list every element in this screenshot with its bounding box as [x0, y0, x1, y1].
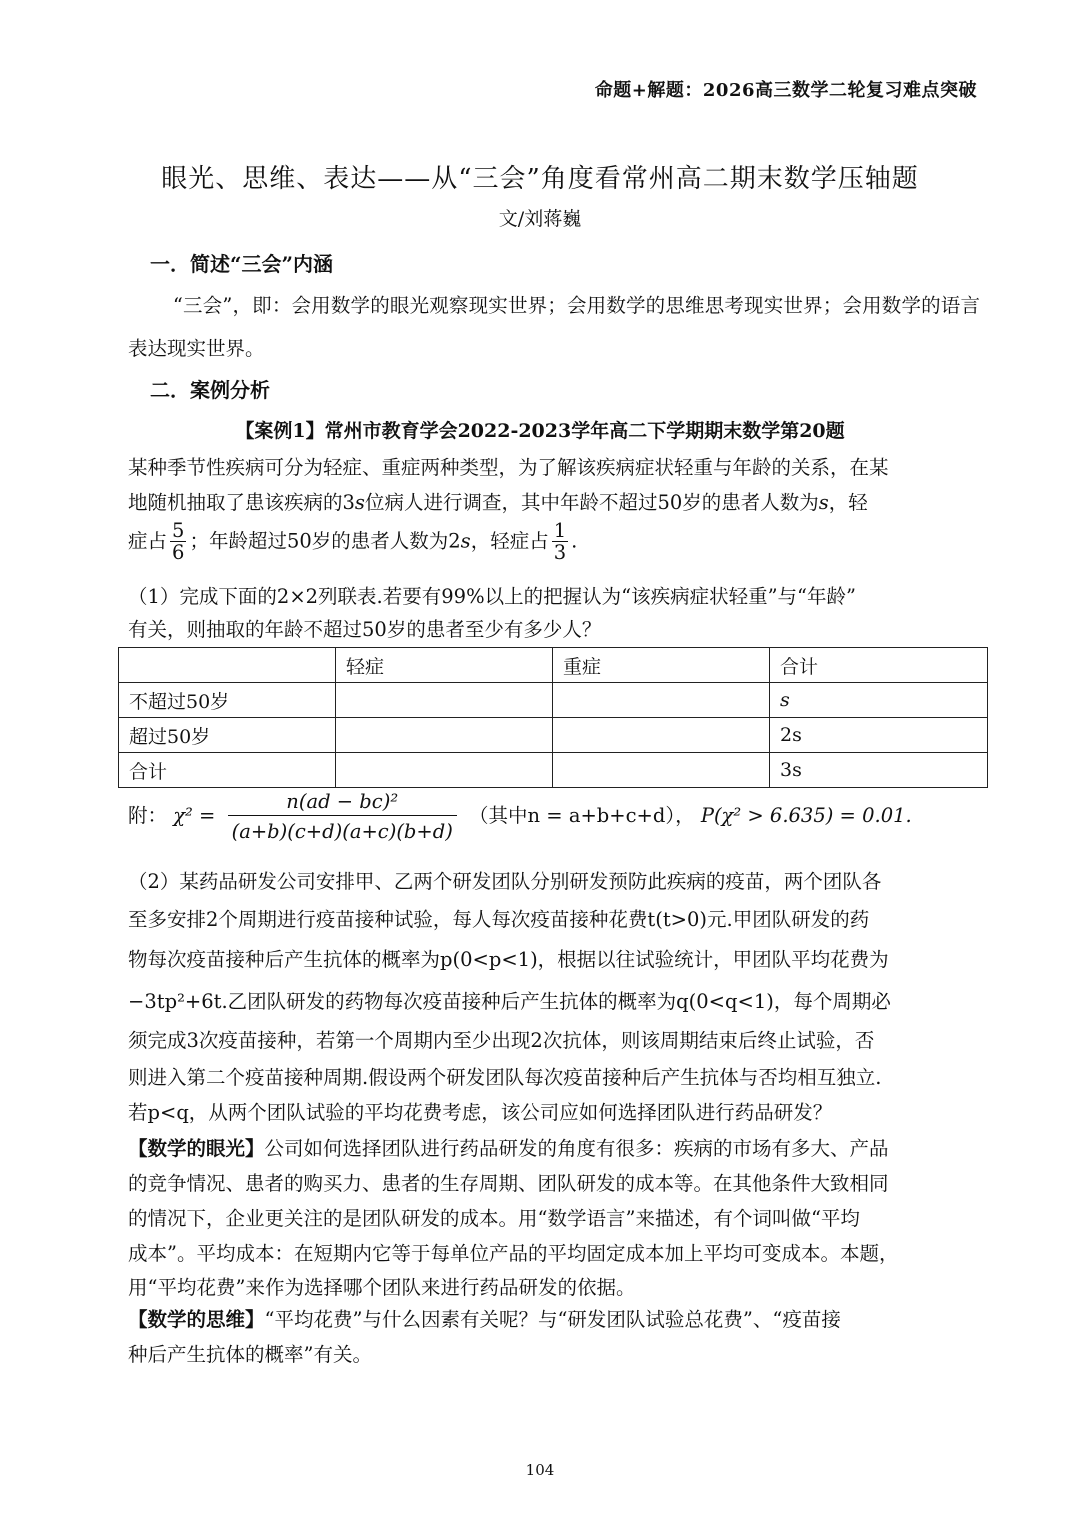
math-vision-line-3: 的情况下，企业更关注的是团队研发的成本。用“数学语言”来描述，有个词叫做“平均: [128, 1207, 860, 1230]
contingency-table: [118, 647, 988, 788]
case-intro-line-3: 症占 $\frac{5}{6}$ ；年龄超过50岁的患者人数为2s，轻症占 $\frac{1}{3}$ .: [128, 519, 578, 565]
table-cell: 3s: [770, 753, 988, 788]
chi-square-formula: 附： χ² = $\frac{\text{n(ad − bc)²}}{(a+b)(c+d)(a+c)(b+d)}$ （其中n = a+b+c+d）， P(χ² > 6.635) = 0.01.: [128, 790, 912, 843]
fraction-five-sixths: $\frac{5}{6}$: [172, 519, 185, 565]
math-vision-label: 【数学的眼光】: [128, 1137, 265, 1160]
table-cell: [119, 648, 336, 683]
case-intro-line-2: 地随机抽取了患该疾病的3s位病人进行调查，其中年龄不超过50岁的患者人数为s，轻: [128, 491, 868, 514]
question-2-line-5: 须完成3次疫苗接种，若第一个周期内至少出现2次抗体，则该周期结束后终止试验，否: [128, 1029, 875, 1052]
table-cell: 轻症: [336, 648, 553, 683]
table-cell: 合计: [119, 753, 336, 788]
fraction-one-third: $\frac{1}{3}$: [553, 519, 567, 565]
math-thinking-line-1: 【数学的思维】“平均花费”与什么因素有关呢？与“研发团队试验总花费”、“疫苗接: [128, 1308, 841, 1331]
section-heading-1: 一．简述“三会”内涵: [150, 252, 334, 276]
table-cell: [553, 718, 770, 753]
table-cell: 不超过50岁: [119, 683, 336, 718]
table-row: [119, 683, 988, 718]
math-thinking-line-2: 种后产生抗体的概率”有关。: [128, 1343, 372, 1366]
table-header-row: [119, 648, 988, 683]
question-1-line-2: 有关，则抽取的年龄不超过50岁的患者至少有多少人？: [128, 618, 602, 641]
running-header: 命题+解题：2026高三数学二轮复习难点突破: [594, 80, 977, 101]
question-2-line-1: （2）某药品研发公司安排甲、乙两个研发团队分别研发预防此疾病的疫苗，两个团队各: [128, 870, 882, 893]
math-vision-line-2: 的竞争情况、患者的购买力、患者的生存周期、团队研发的成本等。在其他条件大致相同: [128, 1172, 889, 1195]
section-1-body: “三会”，即：会用数学的眼光观察现实世界；会用数学的思维思考现实世界；会用数学的语言表达现实世界。: [128, 294, 980, 360]
table-cell: [336, 683, 553, 718]
table-cell: 超过50岁: [119, 718, 336, 753]
article-title: 眼光、思维、表达——从“三会”角度看常州高二期末数学压轴题: [161, 164, 919, 194]
table-row: [119, 718, 988, 753]
math-vision-line-5: 用“平均花费”来作为选择哪个团队来进行药品研发的依据。: [128, 1276, 636, 1299]
table-row: [119, 753, 988, 788]
question-1-line-1: （1）完成下面的2×2列联表.若要有99%以上的把握认为“该疾病症状轻重”与“年龄”: [128, 585, 856, 608]
page-number: 104: [525, 1461, 555, 1479]
math-thinking-label: 【数学的思维】: [128, 1308, 265, 1331]
section-heading-2: 二．案例分析: [150, 378, 270, 402]
table-cell: 2s: [770, 718, 988, 753]
table-cell: [553, 683, 770, 718]
table-cell: [336, 753, 553, 788]
case-title: 【案例1】常州市教育学会2022-2023学年高二下学期期末数学第20题: [235, 420, 845, 442]
case-intro-line-1: 某种季节性疾病可分为轻症、重症两种类型，为了解该疾病症状轻重与年龄的关系，在某: [128, 456, 889, 479]
table-cell: 合计: [770, 648, 988, 683]
question-2-line-3: 物每次疫苗接种后产生抗体的概率为p(0<p<1)，根据以往试验统计，甲团队平均花费为: [128, 948, 889, 971]
question-2-line-6: 则进入第二个疫苗接种周期.假设两个研发团队每次疫苗接种后产生抗体与否均相互独立.: [128, 1066, 882, 1089]
author-line: 文/刘蒋巍: [498, 208, 582, 230]
math-vision-line-4: 成本”。平均成本：在短期内它等于每单位产品的平均固定成本加上平均可变成本。本题，: [128, 1242, 899, 1265]
question-2-line-2: 至多安排2个周期进行疫苗接种试验，每人每次疫苗接种花费t(t>0)元.甲团队研发的药: [128, 908, 870, 931]
table-cell: [553, 753, 770, 788]
table-cell: 重症: [553, 648, 770, 683]
question-2-line-7: 若p<q，从两个团队试验的平均花费考虑，该公司应如何选择团队进行药品研发？: [128, 1101, 833, 1124]
table-cell: [336, 718, 553, 753]
math-vision-line-1: 【数学的眼光】公司如何选择团队进行药品研发的角度有很多：疾病的市场有多大、产品: [128, 1137, 889, 1160]
question-2-line-4: −3tp²+6t.乙团队研发的药物每次疫苗接种后产生抗体的概率为q(0<q<1)，每个周期必: [128, 990, 891, 1013]
table-cell: s: [770, 683, 988, 718]
